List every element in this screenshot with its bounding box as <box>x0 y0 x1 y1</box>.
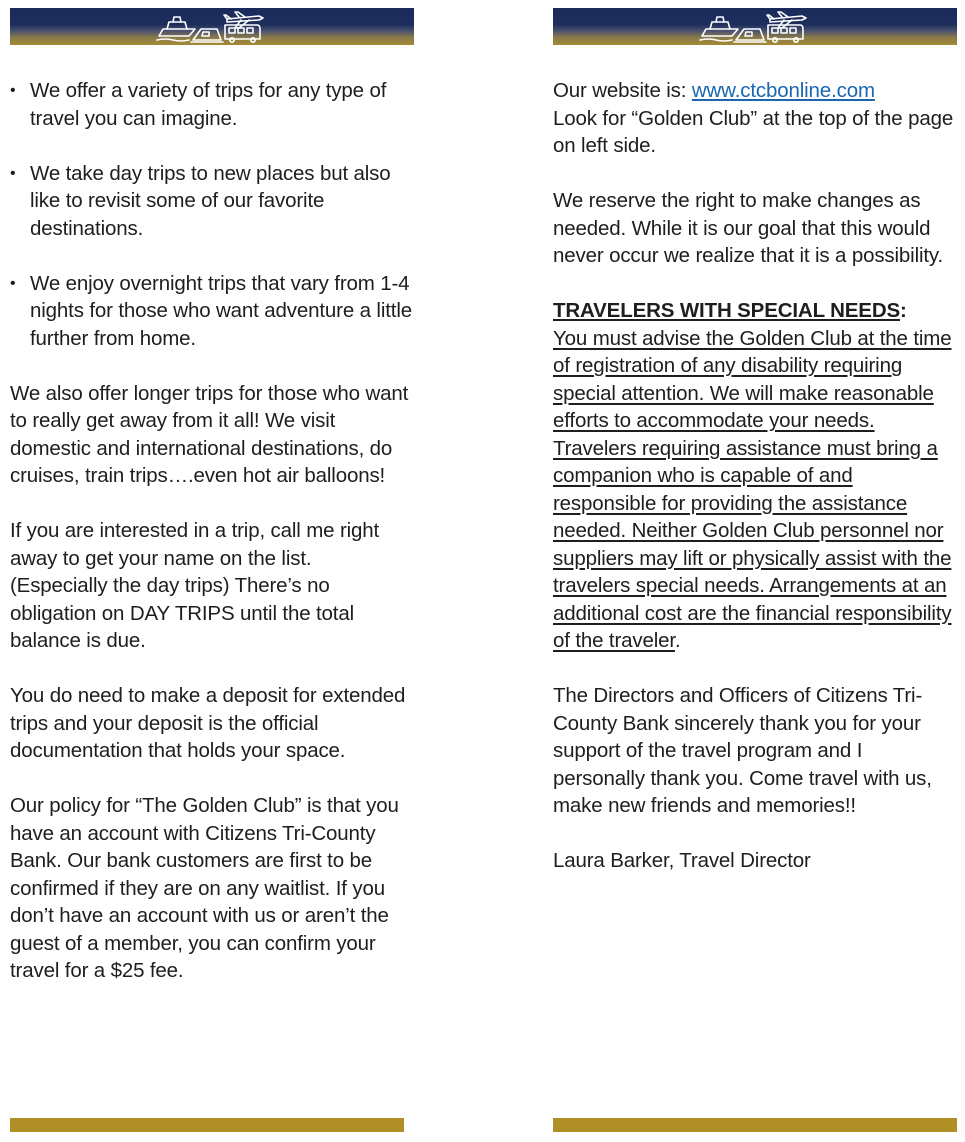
left-column <box>10 8 414 1012</box>
list-item: • We enjoy overnight trips that vary from 1-4 nights for those who want adventure a little further from home. <box>10 271 412 350</box>
train-icon <box>191 29 223 42</box>
bullet-icon: • <box>10 164 16 182</box>
website-link[interactable]: www.ctcbonline.com <box>691 79 875 102</box>
right-column <box>553 8 957 902</box>
signature: Laura Barker, Travel Director <box>553 849 811 872</box>
longer-trips-paragraph: We also offer longer trips for those who want to really get away from it all! We visit domestic and international destinations, do cruises, train trips….even hot air balloons! <box>10 381 409 487</box>
deposit-paragraph: You do need to make a deposit for extended trips and your deposit is the official documentation that holds your space. <box>10 684 406 762</box>
travel-icons-group <box>155 9 267 43</box>
special-needs-paragraph: TRAVELERS WITH SPECIAL NEEDS: You must advise the Golden Club at the time of registration of any disability requiring special attention. We will make reasonable efforts to accommodate your needs. Travelers requiring assistance must bring a companion who is capable of and responsible for providing the assistance needed. Neither Golden Club personnel nor suppliers may lift or physically assist with the travelers special needs. Arrangements at an additional cost are the financial responsibility of the traveler. <box>553 299 952 652</box>
bullet-icon: • <box>10 82 16 99</box>
interest-paragraph: If you are interested in a trip, call me right away to get your name on the list. (Especially the day trips) There’s no obligation on DAY TRIPS until the total balance is due. <box>10 519 380 652</box>
reserve-paragraph: We reserve the right to make changes as needed. While it is our goal that this would never occur we realize that it is a possibility. <box>553 189 944 267</box>
left-body <box>10 77 414 985</box>
list-item: • We take day trips to new places but also like to revisit some of our favorite destinations. <box>10 161 391 240</box>
train-icon <box>734 29 766 42</box>
bus-icon <box>768 25 803 42</box>
cruise-ship-icon <box>700 17 738 41</box>
right-footer-bar <box>553 1118 957 1132</box>
list-item: • We offer a variety of trips for any type of travel you can imagine. <box>10 79 387 130</box>
bus-icon <box>225 25 260 42</box>
policy-paragraph: Our policy for “The Golden Club” is that you have an account with Citizens Tri-County Bank. Our bank customers are first to be confirmed if they are on any waitlist. If you don’t have an account with us or aren’t the guest of a member, you can confirm your travel for a $25 fee. <box>10 794 399 982</box>
special-needs-body: You must advise the Golden Club at the time of registration of any disability requiring special attention. We will make reasonable efforts to accommodate your needs. Travelers requiring assistance must bring a companion who is capable of and responsible for providing the assistance needed. Neither Golden Club personnel nor suppliers may lift or physically assist with the travelers special needs. Arrangements at an additional cost are the financial responsibility of the traveler <box>553 326 952 652</box>
bullet-icon: • <box>10 274 16 292</box>
right-header-banner <box>553 8 957 45</box>
right-body <box>553 77 957 875</box>
left-header-banner <box>10 8 414 45</box>
feature-list <box>10 77 414 352</box>
cruise-ship-icon <box>157 17 195 41</box>
website-paragraph: Our website is: www.ctcbonline.com Look for “Golden Club” at the top of the page on left side. <box>553 79 954 157</box>
thanks-paragraph: The Directors and Officers of Citizens Tri-County Bank sincerely thank you for your support of the travel program and I personally thank you. Come travel with us, make new friends and memories!! <box>553 684 932 817</box>
special-needs-heading: TRAVELERS WITH SPECIAL NEEDS <box>553 299 900 322</box>
left-footer-bar <box>10 1118 404 1132</box>
travel-icons-group <box>698 9 810 43</box>
